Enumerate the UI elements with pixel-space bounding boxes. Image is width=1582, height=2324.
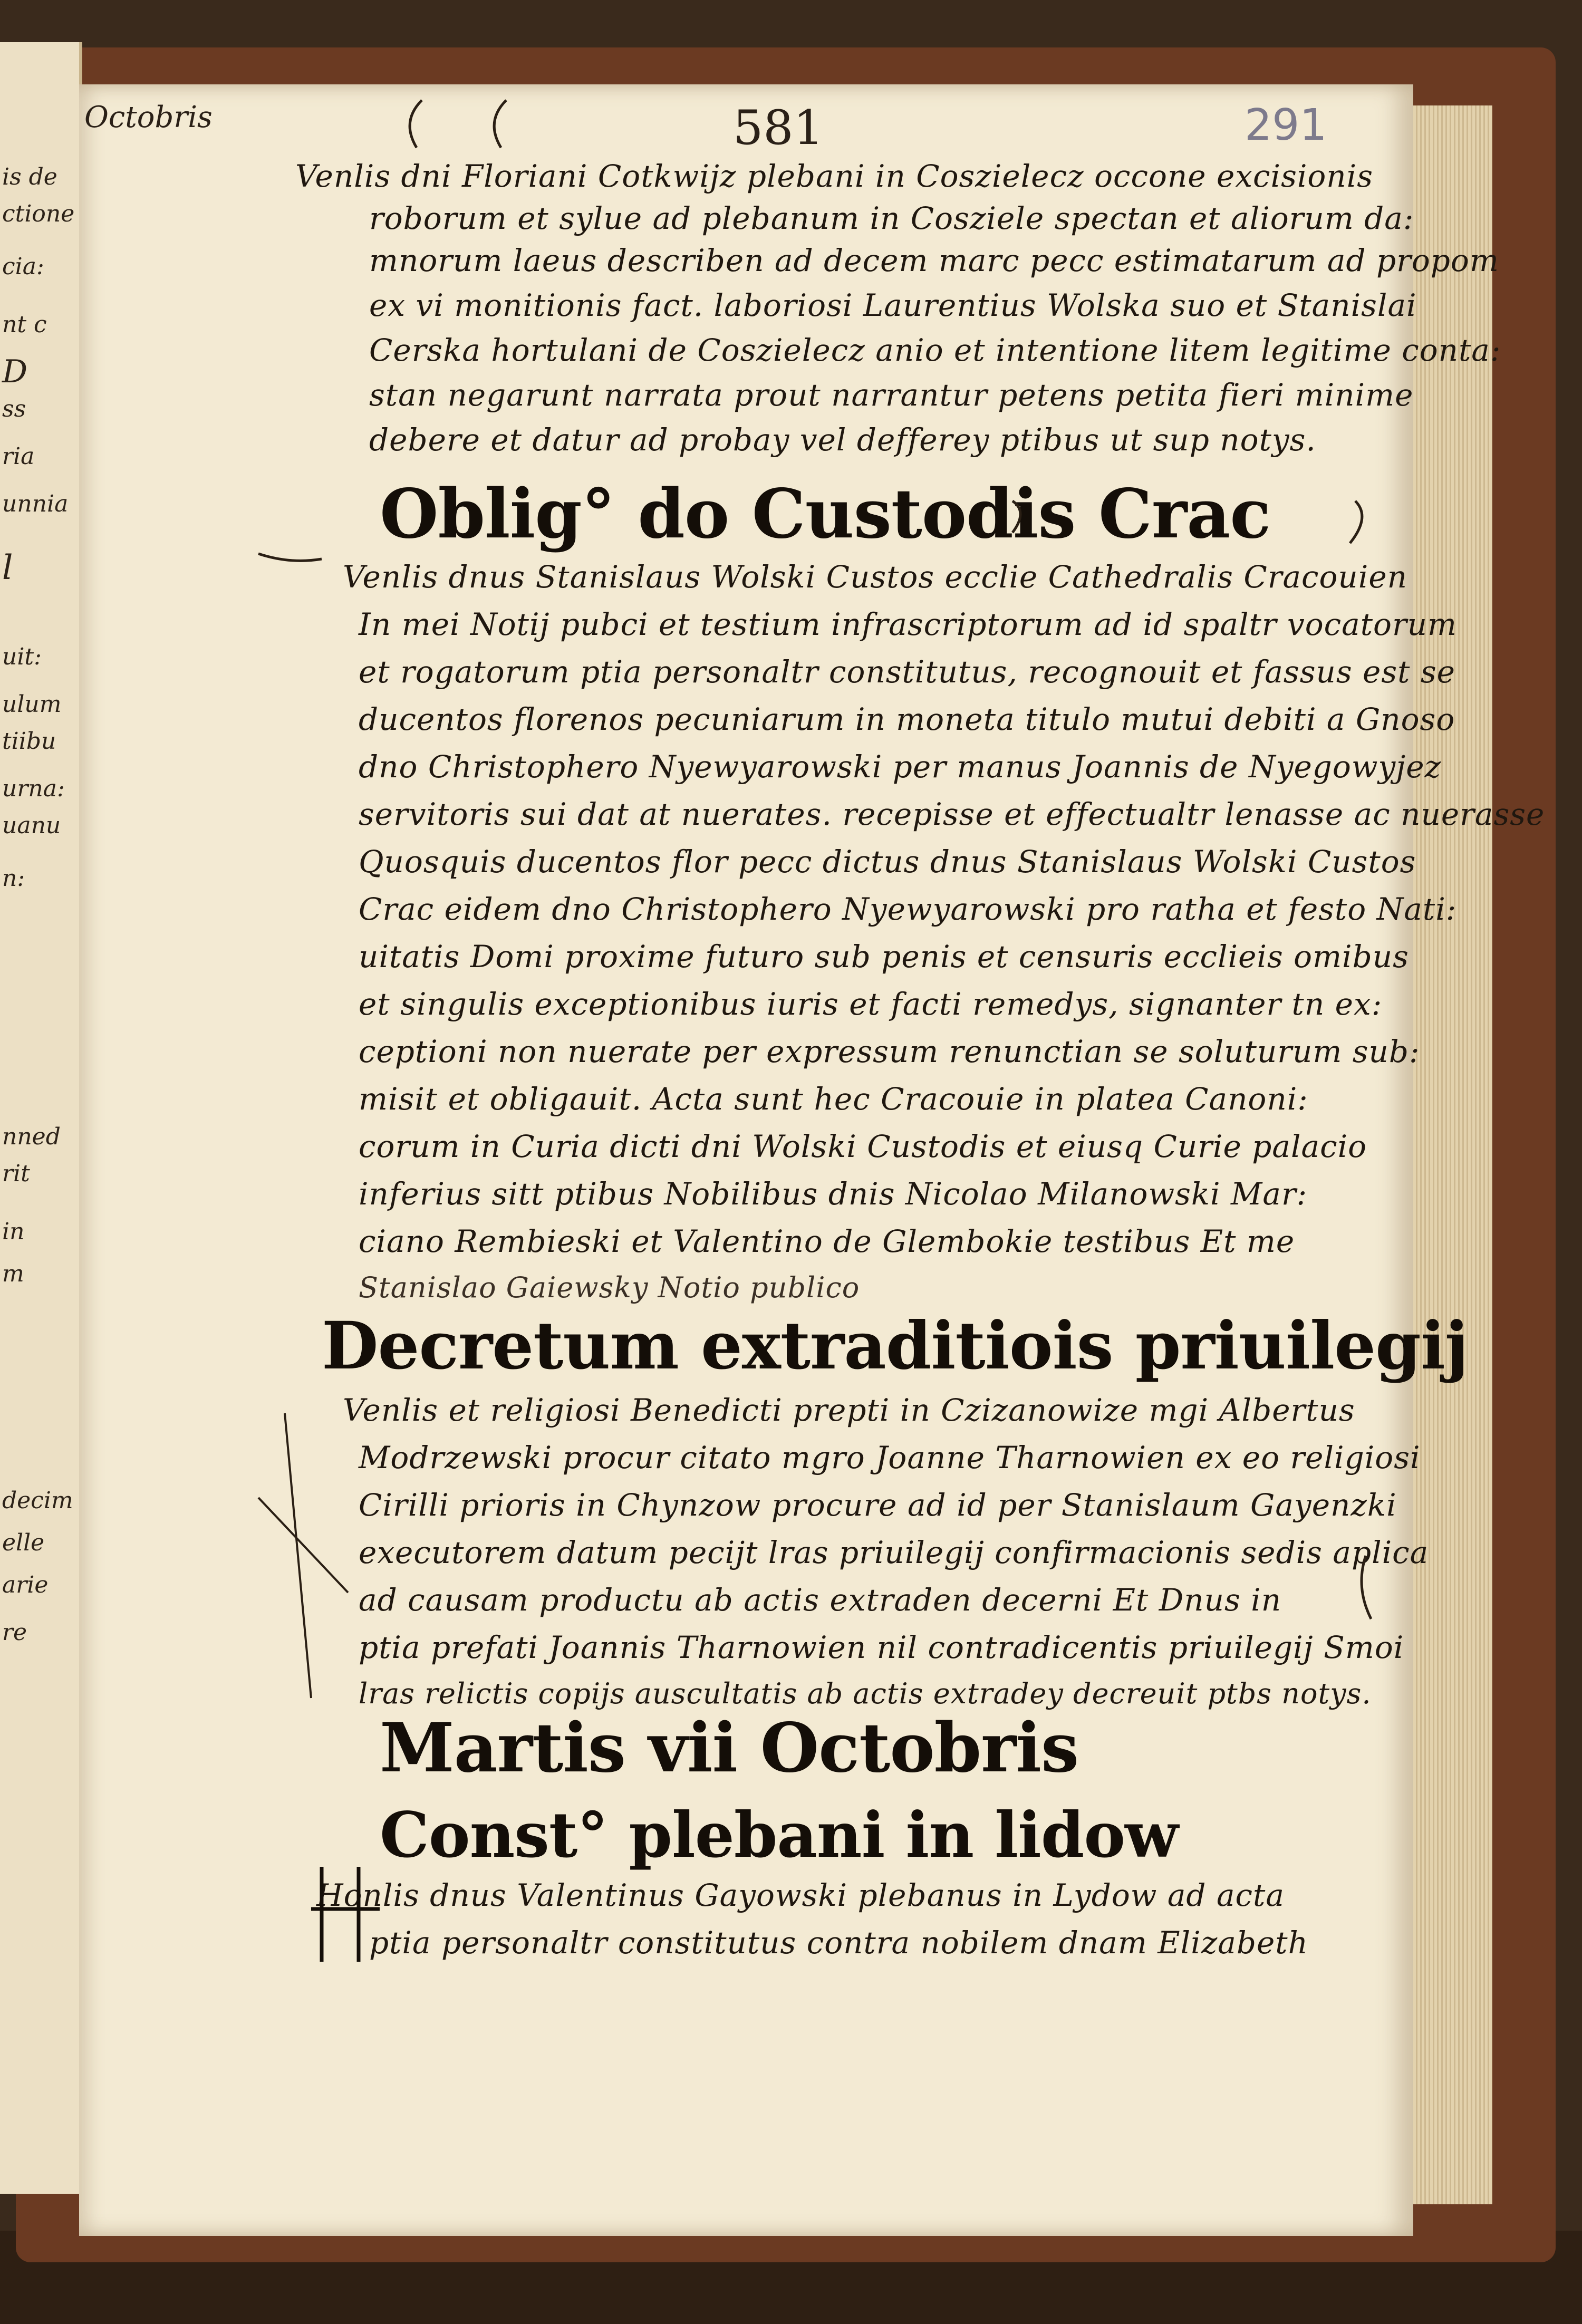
text-line: Venlis dnus Stanislaus Wolski Custos ecclie Cathedralis Cracouien xyxy=(343,559,1408,595)
text-line: Cerska hortulani de Coszielecz anio et intentione litem legitime conta: xyxy=(369,332,1501,368)
left-fragment: l xyxy=(2,548,13,587)
text-line: dno Christophero Nyewyarowski per manus Joannis de Nyegowyjez xyxy=(359,749,1442,785)
text-line: Crac eidem dno Christophero Nyewyarowski pro ratha et festo Nati: xyxy=(359,891,1457,927)
text-line: servitoris sui dat at nuerates. recepisse et effectualtr lenasse ac nuerasse xyxy=(359,796,1545,832)
text-line: ex vi monitionis fact. laboriosi Laurentius Wolska suo et Stanislai xyxy=(369,287,1417,323)
left-fragment: ria xyxy=(2,443,35,470)
left-fragment: n: xyxy=(2,865,25,892)
text-line: Quosquis ducentos flor pecc dictus dnus Stanislaus Wolski Custos xyxy=(359,844,1416,880)
left-fragment: uit: xyxy=(2,643,42,670)
text-line: Stanislao Gaiewsky Notio publico xyxy=(359,1271,860,1304)
text-line: mnorum laeus describen ad decem marc pecc estimatarum ad propom xyxy=(369,243,1499,278)
left-fragment: cia: xyxy=(2,253,44,280)
text-line: executorem datum pecijt lras priuilegij confirmacionis sedis aplica xyxy=(359,1535,1429,1570)
left-fragment: m xyxy=(2,1260,24,1287)
left-fragment: uanu xyxy=(2,812,61,839)
section-heading: Martis vii Octobris xyxy=(380,1709,1079,1788)
folio-number: 291 xyxy=(1245,100,1327,150)
text-line: corum in Curia dicti dni Wolski Custodis et eiusq Curie palacio xyxy=(359,1129,1367,1164)
left-fragment: elle xyxy=(2,1529,45,1556)
left-fragment: re xyxy=(2,1619,27,1646)
left-fragment: D xyxy=(2,353,28,390)
section-heading: Decretum extraditiois priuilegij xyxy=(322,1308,1468,1384)
left-fragment: nned xyxy=(2,1123,61,1150)
month-header: Octobris xyxy=(84,100,213,134)
left-fragment: unnia xyxy=(2,490,69,517)
page-number: 581 xyxy=(733,100,824,156)
left-fragment: in xyxy=(2,1218,25,1245)
text-line: lras relictis copijs auscultatis ab actis extradey decreuit ptbs notys. xyxy=(359,1677,1372,1710)
left-fragment: ss xyxy=(2,396,26,422)
text-line: Modrzewski procur citato mgro Joanne Tharnowien ex eo religiosi xyxy=(359,1440,1421,1476)
page-edges xyxy=(1413,105,1492,2204)
text-line: In mei Notij pubci et testium infrascriptorum ad id spaltr vocatorum xyxy=(359,606,1458,642)
left-fragment: decim xyxy=(2,1487,73,1514)
section-subheading: Const° plebani in lidow xyxy=(380,1798,1178,1872)
text-line: ptia prefati Joannis Tharnowien nil contradicentis priuilegij Smoi xyxy=(359,1629,1404,1665)
left-fragment: ulum xyxy=(2,691,62,718)
text-line: Venlis et religiosi Benedicti prepti in Czizanowize mgi Albertus xyxy=(343,1392,1355,1428)
text-line: roborum et sylue ad plebanum in Cosziele spectan et aliorum da: xyxy=(369,200,1414,236)
text-line: ciano Rembieski et Valentino de Glembokie testibus Et me xyxy=(359,1223,1295,1259)
text-line: uitatis Domi proxime futuro sub penis et censuris ecclieis omibus xyxy=(359,939,1409,975)
left-page xyxy=(0,42,82,2194)
text-line: et rogatorum ptia personaltr constitutus, recognouit et fassus est se xyxy=(359,654,1455,690)
text-line: inferius sitt ptibus Nobilibus dnis Nicolao Milanowski Mar: xyxy=(359,1176,1308,1212)
left-fragment: arie xyxy=(2,1571,49,1598)
text-line: misit et obligauit. Acta sunt hec Cracouie in platea Canoni: xyxy=(359,1081,1308,1117)
text-line: Honlis dnus Valentinus Gayowski plebanus in Lydow ad acta xyxy=(316,1877,1285,1913)
text-line: et singulis exceptionibus iuris et facti remedys, signanter tn ex: xyxy=(359,986,1383,1022)
left-fragment: urna: xyxy=(2,775,65,802)
section-heading: Oblig° do Custodis Crac xyxy=(380,475,1271,554)
text-line: debere et datur ad probay vel defferey ptibus ut sup notys. xyxy=(369,422,1316,458)
text-line: Venlis dni Floriani Cotkwijz plebani in Coszielecz occone excisionis xyxy=(295,158,1373,194)
text-line: stan negarunt narrata prout narrantur petens petita fieri minime xyxy=(369,377,1414,413)
text-line: ad causam productu ab actis extraden decerni Et Dnus in xyxy=(359,1582,1282,1618)
text-line: Cirilli prioris in Chynzow procure ad id per Stanislaum Gayenzki xyxy=(359,1487,1397,1523)
left-fragment: ctione xyxy=(2,200,75,227)
left-fragment: nt c xyxy=(2,311,47,338)
left-fragment: rit xyxy=(2,1160,30,1187)
text-line: ceptioni non nuerate per expressum renunctian se soluturum sub: xyxy=(359,1034,1420,1069)
text-line: ptia personaltr constitutus contra nobilem dnam Elizabeth xyxy=(369,1925,1308,1961)
left-fragment: is de xyxy=(2,163,57,190)
left-fragment: tiibu xyxy=(2,728,56,755)
text-line: ducentos florenos pecuniarum in moneta titulo mutui debiti a Gnoso xyxy=(359,701,1455,737)
